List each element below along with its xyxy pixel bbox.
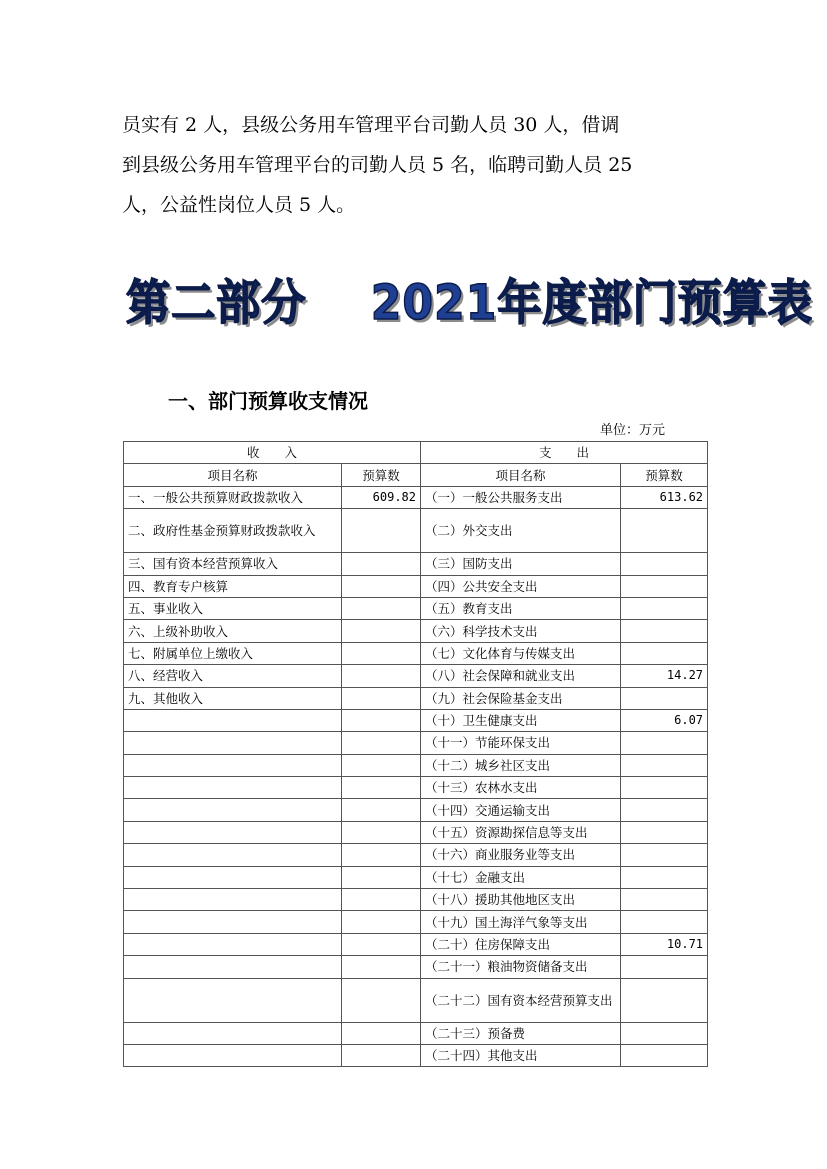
income-amount-cell bbox=[342, 597, 421, 619]
income-name-cell bbox=[124, 799, 342, 821]
expense-amount-cell bbox=[621, 687, 708, 709]
income-name-cell bbox=[124, 844, 342, 866]
expense-name-cell: （十八）援助其他地区支出 bbox=[421, 889, 621, 911]
table-row bbox=[124, 553, 708, 575]
intro-line: 到县级公务用车管理平台的司勤人员 5 名，临聘司勤人员 25 bbox=[122, 154, 633, 176]
expense-name-cell: （六）科学技术支出 bbox=[421, 620, 621, 642]
income-amount-cell bbox=[342, 732, 421, 754]
expense-amount-cell bbox=[621, 799, 708, 821]
part-title-left: 第二部分 bbox=[126, 275, 307, 331]
expense-name-cell: （四）公共安全支出 bbox=[421, 575, 621, 597]
expense-name-cell: （八）社会保障和就业支出 bbox=[421, 665, 621, 687]
income-amount-cell bbox=[342, 665, 421, 687]
income-amount-cell bbox=[342, 933, 421, 955]
income-amount-cell bbox=[342, 956, 421, 978]
table-row bbox=[124, 575, 708, 597]
expense-amount-cell bbox=[621, 575, 708, 597]
income-name-cell bbox=[124, 754, 342, 776]
expense-name-cell: （十三）农林水支出 bbox=[421, 777, 621, 799]
expense-amount-header: 预算数 bbox=[621, 464, 708, 486]
expense-name-header: 项目名称 bbox=[421, 464, 621, 486]
income-amount-header: 预算数 bbox=[342, 464, 421, 486]
intro-paragraph bbox=[122, 105, 707, 225]
expense-amount-cell bbox=[621, 754, 708, 776]
income-name-cell: 八、经营收入 bbox=[124, 665, 342, 687]
income-amount-cell bbox=[342, 1044, 421, 1066]
expense-name-cell: （十五）资源勘探信息等支出 bbox=[421, 821, 621, 843]
income-name-cell bbox=[124, 911, 342, 933]
table-row bbox=[124, 956, 708, 978]
expense-name-cell: （二十）住房保障支出 bbox=[421, 933, 621, 955]
table-row bbox=[124, 933, 708, 955]
table-row bbox=[124, 799, 708, 821]
expense-amount-cell bbox=[621, 1022, 708, 1044]
income-amount-cell bbox=[342, 978, 421, 1022]
table-row bbox=[124, 1022, 708, 1044]
table-row bbox=[124, 978, 708, 1022]
expense-name-cell: （二十二）国有资本经营预算支出 bbox=[421, 978, 621, 1022]
expense-amount-cell: 14.27 bbox=[621, 665, 708, 687]
expense-name-cell: （十七）金融支出 bbox=[421, 866, 621, 888]
expense-amount-cell bbox=[621, 732, 708, 754]
expense-name-cell: （七）文化体育与传媒支出 bbox=[421, 642, 621, 664]
expense-amount-cell bbox=[621, 1044, 708, 1066]
expense-name-cell: （三）国防支出 bbox=[421, 553, 621, 575]
expense-name-cell: （二十四）其他支出 bbox=[421, 1044, 621, 1066]
expense-amount-cell bbox=[621, 821, 708, 843]
income-name-cell bbox=[124, 956, 342, 978]
expense-amount-cell bbox=[621, 978, 708, 1022]
expense-name-cell: （十六）商业服务业等支出 bbox=[421, 844, 621, 866]
section-title: 一、部门预算收支情况 bbox=[168, 389, 368, 413]
table-row bbox=[124, 821, 708, 843]
expense-name-cell: （二）外交支出 bbox=[421, 509, 621, 553]
income-amount-cell bbox=[342, 620, 421, 642]
expense-name-cell: （一）一般公共服务支出 bbox=[421, 486, 621, 508]
income-amount-cell bbox=[342, 709, 421, 731]
table-row bbox=[124, 687, 708, 709]
table-group-header bbox=[124, 442, 708, 464]
expense-name-cell: （十二）城乡社区支出 bbox=[421, 754, 621, 776]
expense-amount-cell bbox=[621, 777, 708, 799]
table-row bbox=[124, 509, 708, 553]
income-group-header: 收 入 bbox=[124, 442, 421, 464]
table-row bbox=[124, 1044, 708, 1066]
table-column-header bbox=[124, 464, 708, 486]
income-amount-cell bbox=[342, 509, 421, 553]
expense-name-cell: （十九）国土海洋气象等支出 bbox=[421, 911, 621, 933]
income-amount-cell bbox=[342, 553, 421, 575]
expense-amount-cell: 613.62 bbox=[621, 486, 708, 508]
table-row bbox=[124, 754, 708, 776]
table-row bbox=[124, 889, 708, 911]
income-name-cell bbox=[124, 978, 342, 1022]
expense-name-cell: （十）卫生健康支出 bbox=[421, 709, 621, 731]
income-name-cell bbox=[124, 1022, 342, 1044]
income-name-cell bbox=[124, 866, 342, 888]
table-row bbox=[124, 597, 708, 619]
table-row bbox=[124, 709, 708, 731]
income-name-cell: 二、政府性基金预算财政拨款收入 bbox=[124, 509, 342, 553]
expense-name-cell: （五）教育支出 bbox=[421, 597, 621, 619]
income-amount-cell bbox=[342, 844, 421, 866]
income-name-cell bbox=[124, 933, 342, 955]
intro-line: 员实有 2 人，县级公务用车管理平台司勤人员 30 人，借调 bbox=[122, 114, 620, 136]
income-name-cell bbox=[124, 889, 342, 911]
intro-line: 人，公益性岗位人员 5 人。 bbox=[122, 194, 356, 216]
expense-amount-cell bbox=[621, 620, 708, 642]
expense-name-cell: （二十三）预备费 bbox=[421, 1022, 621, 1044]
income-amount-cell bbox=[342, 821, 421, 843]
expense-amount-cell bbox=[621, 844, 708, 866]
income-amount-cell bbox=[342, 911, 421, 933]
income-amount-cell bbox=[342, 866, 421, 888]
income-amount-cell: 609.82 bbox=[342, 486, 421, 508]
income-amount-cell bbox=[342, 1022, 421, 1044]
expense-amount-cell bbox=[621, 553, 708, 575]
expense-group-header: 支 出 bbox=[421, 442, 708, 464]
part-title-right: 2021年度部门预算表 bbox=[370, 275, 813, 331]
table-row bbox=[124, 911, 708, 933]
part-title bbox=[126, 268, 813, 338]
income-name-cell: 七、附属单位上缴收入 bbox=[124, 642, 342, 664]
income-amount-cell bbox=[342, 754, 421, 776]
expense-amount-cell bbox=[621, 509, 708, 553]
table-row bbox=[124, 732, 708, 754]
income-amount-cell bbox=[342, 799, 421, 821]
income-name-cell: 五、事业收入 bbox=[124, 597, 342, 619]
income-name-cell bbox=[124, 709, 342, 731]
table-row bbox=[124, 777, 708, 799]
income-name-header: 项目名称 bbox=[124, 464, 342, 486]
expense-amount-cell bbox=[621, 642, 708, 664]
expense-name-cell: （十四）交通运输支出 bbox=[421, 799, 621, 821]
table-row bbox=[124, 486, 708, 508]
expense-amount-cell bbox=[621, 597, 708, 619]
income-amount-cell bbox=[342, 687, 421, 709]
expense-name-cell: （二十一）粮油物资储备支出 bbox=[421, 956, 621, 978]
expense-amount-cell bbox=[621, 866, 708, 888]
budget-table bbox=[123, 441, 708, 1067]
table-row bbox=[124, 844, 708, 866]
expense-amount-cell bbox=[621, 956, 708, 978]
income-name-cell bbox=[124, 1044, 342, 1066]
income-amount-cell bbox=[342, 777, 421, 799]
income-amount-cell bbox=[342, 889, 421, 911]
income-name-cell bbox=[124, 777, 342, 799]
table-row bbox=[124, 866, 708, 888]
income-name-cell: 三、国有资本经营预算收入 bbox=[124, 553, 342, 575]
income-name-cell: 一、一般公共预算财政拨款收入 bbox=[124, 486, 342, 508]
unit-label: 单位：万元 bbox=[600, 423, 666, 438]
income-name-cell: 九、其他收入 bbox=[124, 687, 342, 709]
expense-amount-cell: 6.07 bbox=[621, 709, 708, 731]
income-name-cell bbox=[124, 821, 342, 843]
expense-name-cell: （九）社会保险基金支出 bbox=[421, 687, 621, 709]
income-amount-cell bbox=[342, 642, 421, 664]
expense-amount-cell bbox=[621, 911, 708, 933]
income-name-cell bbox=[124, 732, 342, 754]
income-name-cell: 四、教育专户核算 bbox=[124, 575, 342, 597]
expense-name-cell: （十一）节能环保支出 bbox=[421, 732, 621, 754]
income-amount-cell bbox=[342, 575, 421, 597]
table-row bbox=[124, 620, 708, 642]
expense-amount-cell: 10.71 bbox=[621, 933, 708, 955]
income-name-cell: 六、上级补助收入 bbox=[124, 620, 342, 642]
table-row bbox=[124, 665, 708, 687]
table-row bbox=[124, 642, 708, 664]
expense-amount-cell bbox=[621, 889, 708, 911]
